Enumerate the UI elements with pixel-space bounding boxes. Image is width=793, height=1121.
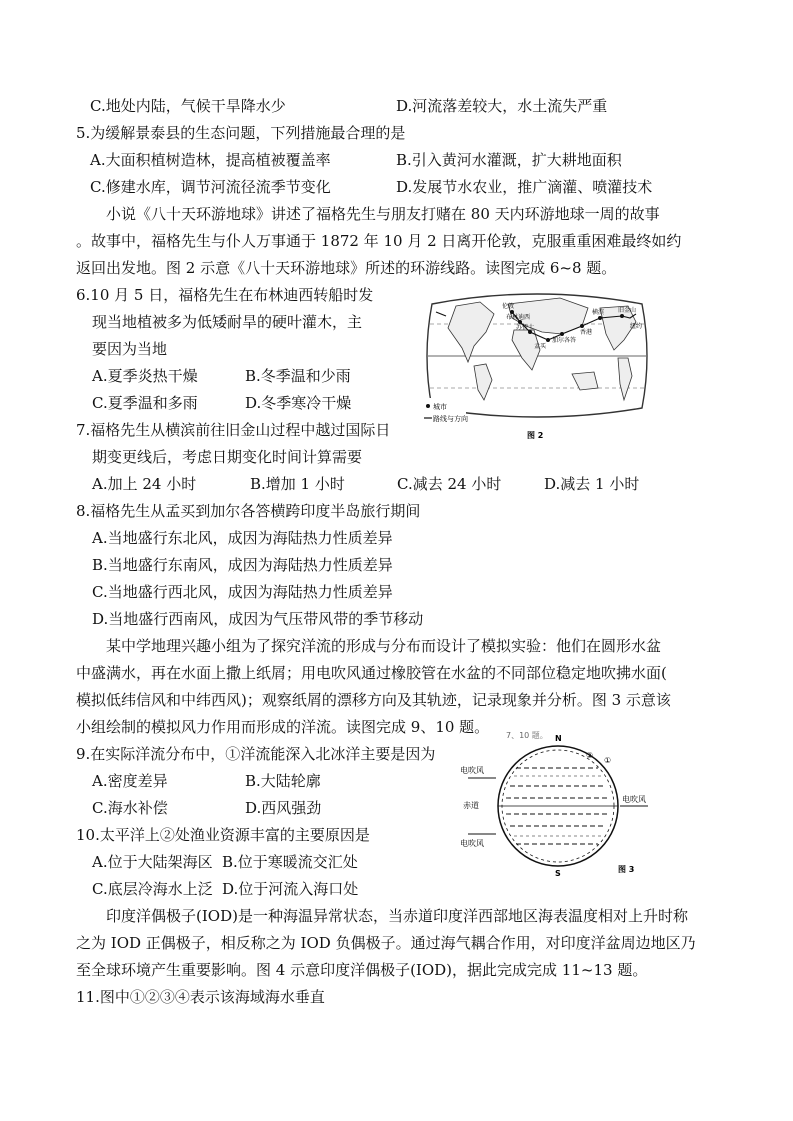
option-4c: C.地处内陆，气候干旱降水少 [90, 97, 286, 115]
option-9a: A.密度差异 [92, 772, 168, 790]
place-suez: 苏伊士 [516, 324, 535, 331]
passage-3-line-3: 至全球环境产生重要影响。图 4 示意印度洋偶极子(IOD)，据此完成完成 11~13 题。 [76, 961, 648, 979]
option-10d: D.位于河流入海口处 [222, 880, 359, 898]
place-new-york: 纽约 [630, 323, 643, 330]
current-mark-1: ① [604, 756, 612, 765]
place-brindisi: 布林迪西 [506, 314, 531, 321]
figure-3-overlap-text: 7、10 题。 [506, 731, 548, 740]
question-8: 8.福格先生从孟买到加尔各答横跨印度半岛旅行期间 [76, 502, 421, 520]
place-london: 伦敦 [502, 303, 515, 310]
south-label: S [555, 869, 561, 878]
question-7-line-1: 7.福格先生从横滨前往旧金山过程中越过国际日 [76, 421, 391, 439]
passage-1-line-2: 。故事中，福格先生与仆人万事通于 1872 年 10 月 2 日离开伦敦，克服重重困难最终如约 [76, 232, 682, 250]
option-8a: A.当地盛行东北风，成因为海陆热力性质差异 [92, 529, 393, 547]
passage-2-line-1: 某中学地理兴趣小组为了探究洋流的形成与分布而设计了模拟实验：他们在圆形水盆 [106, 637, 662, 655]
option-5b: B.引入黄河水灌溉，扩大耕地面积 [396, 151, 622, 169]
place-hongkong: 香港 [580, 329, 593, 336]
option-6d: D.冬季寒冷干燥 [245, 394, 352, 412]
question-9: 9.在实际洋流分布中，①洋流能深入北冰洋主要是因为 [76, 745, 436, 763]
option-7d: D.减去 1 小时 [544, 475, 640, 493]
passage-2-line-3: 模拟低纬信风和中纬西风)；观察纸屑的漂移方向及其轨迹，记录现象并分析。图 3 示意该 [76, 691, 671, 709]
passage-1-line-1: 小说《八十天环游地球》讲述了福格先生与朋友打赌在 80 天内环游地球一周的故事 [106, 205, 660, 223]
option-10b: B.位于寒暖流交汇处 [222, 853, 358, 871]
option-4d: D.河流落差较大，水土流失严重 [396, 97, 608, 115]
passage-1-line-3: 返回出发地。图 2 示意《八十天环游地球》所述的环游线路。读图完成 6~8 题。 [76, 259, 617, 277]
place-calcutta: 加尔各答 [552, 337, 577, 344]
option-9d: D.西风强劲 [245, 799, 322, 817]
figure-2-world-route-map [422, 288, 652, 440]
option-6a: A.夏季炎热干燥 [92, 367, 198, 385]
question-5: 5.为缓解景泰县的生态问题，下列措施最合理的是 [76, 124, 406, 142]
fan-label-top: 电吹风 [460, 766, 484, 775]
option-7b: B.增加 1 小时 [250, 475, 345, 493]
question-7-line-2: 期变更线后，考虑日期变化时间计算需要 [92, 448, 363, 466]
equator-label: 赤道 [463, 801, 479, 810]
option-10c: C.底层冷海水上泛 [92, 880, 213, 898]
place-mumbai: 孟买 [534, 343, 547, 350]
option-9c: C.海水补偿 [92, 799, 168, 817]
question-11: 11.图中①②③④表示该海域海水垂直 [76, 988, 325, 1006]
place-san-francisco: 旧金山 [618, 307, 637, 314]
option-9b: B.大陆轮廓 [245, 772, 321, 790]
option-7a: A.加上 24 小时 [92, 475, 197, 493]
question-6-line-1: 6.10 月 5 日，福格先生在布林迪西转船时发 [76, 286, 374, 304]
current-mark-2: ② [586, 751, 594, 760]
fan-label-bottom: 电吹风 [460, 839, 484, 848]
passage-2-line-4: 小组绘制的模拟风力作用而形成的洋流。读图完成 9、10 题。 [76, 718, 490, 736]
question-6-line-3: 要因为当地 [92, 340, 168, 358]
passage-2-line-2: 中盛满水，再在水面上撒上纸屑；用电吹风通过橡胶管在水盆的不同部位稳定地吹拂水面( [76, 664, 667, 682]
figure-3-current-model [458, 728, 668, 878]
option-5a: A.大面积植树造林，提高植被覆盖率 [90, 151, 331, 169]
option-6c: C.夏季温和多雨 [92, 394, 198, 412]
option-7c: C.减去 24 小时 [397, 475, 502, 493]
option-8c: C.当地盛行西北风，成因为海陆热力性质差异 [92, 583, 393, 601]
legend-route: 路线与方向 [433, 415, 468, 423]
option-5d: D.发展节水农业，推广滴灌、喷灌技术 [396, 178, 653, 196]
legend-city: 城市 [433, 403, 447, 411]
option-8b: B.当地盛行东南风，成因为海陆热力性质差异 [92, 556, 393, 574]
passage-3-line-1: 印度洋偶极子(IOD)是一种海温异常状态，当赤道印度洋西部地区海表温度相对上升时称 [106, 907, 688, 925]
question-10: 10.太平洋上②处渔业资源丰富的主要原因是 [76, 826, 370, 844]
question-6-line-2: 现当地植被多为低矮耐旱的硬叶灌木，主 [92, 313, 363, 331]
option-6b: B.冬季温和少雨 [245, 367, 351, 385]
option-5c: C.修建水库，调节河流径流季节变化 [90, 178, 331, 196]
passage-3-line-2: 之为 IOD 正偶极子，相反称之为 IOD 负偶极子。通过海气耦合作用，对印度洋盆周边地区乃 [76, 934, 696, 952]
option-8d: D.当地盛行西南风，成因为气压带风带的季节移动 [92, 610, 424, 628]
figure-3-caption: 图 3 [618, 865, 635, 874]
option-10a: A.位于大陆架海区 [92, 853, 213, 871]
north-label: N [555, 734, 562, 743]
place-yokohama: 横滨 [592, 309, 605, 316]
fan-label-right: 电吹风 [622, 795, 646, 804]
figure-2-caption: 图 2 [527, 431, 544, 440]
legend-city-dot [426, 404, 430, 408]
